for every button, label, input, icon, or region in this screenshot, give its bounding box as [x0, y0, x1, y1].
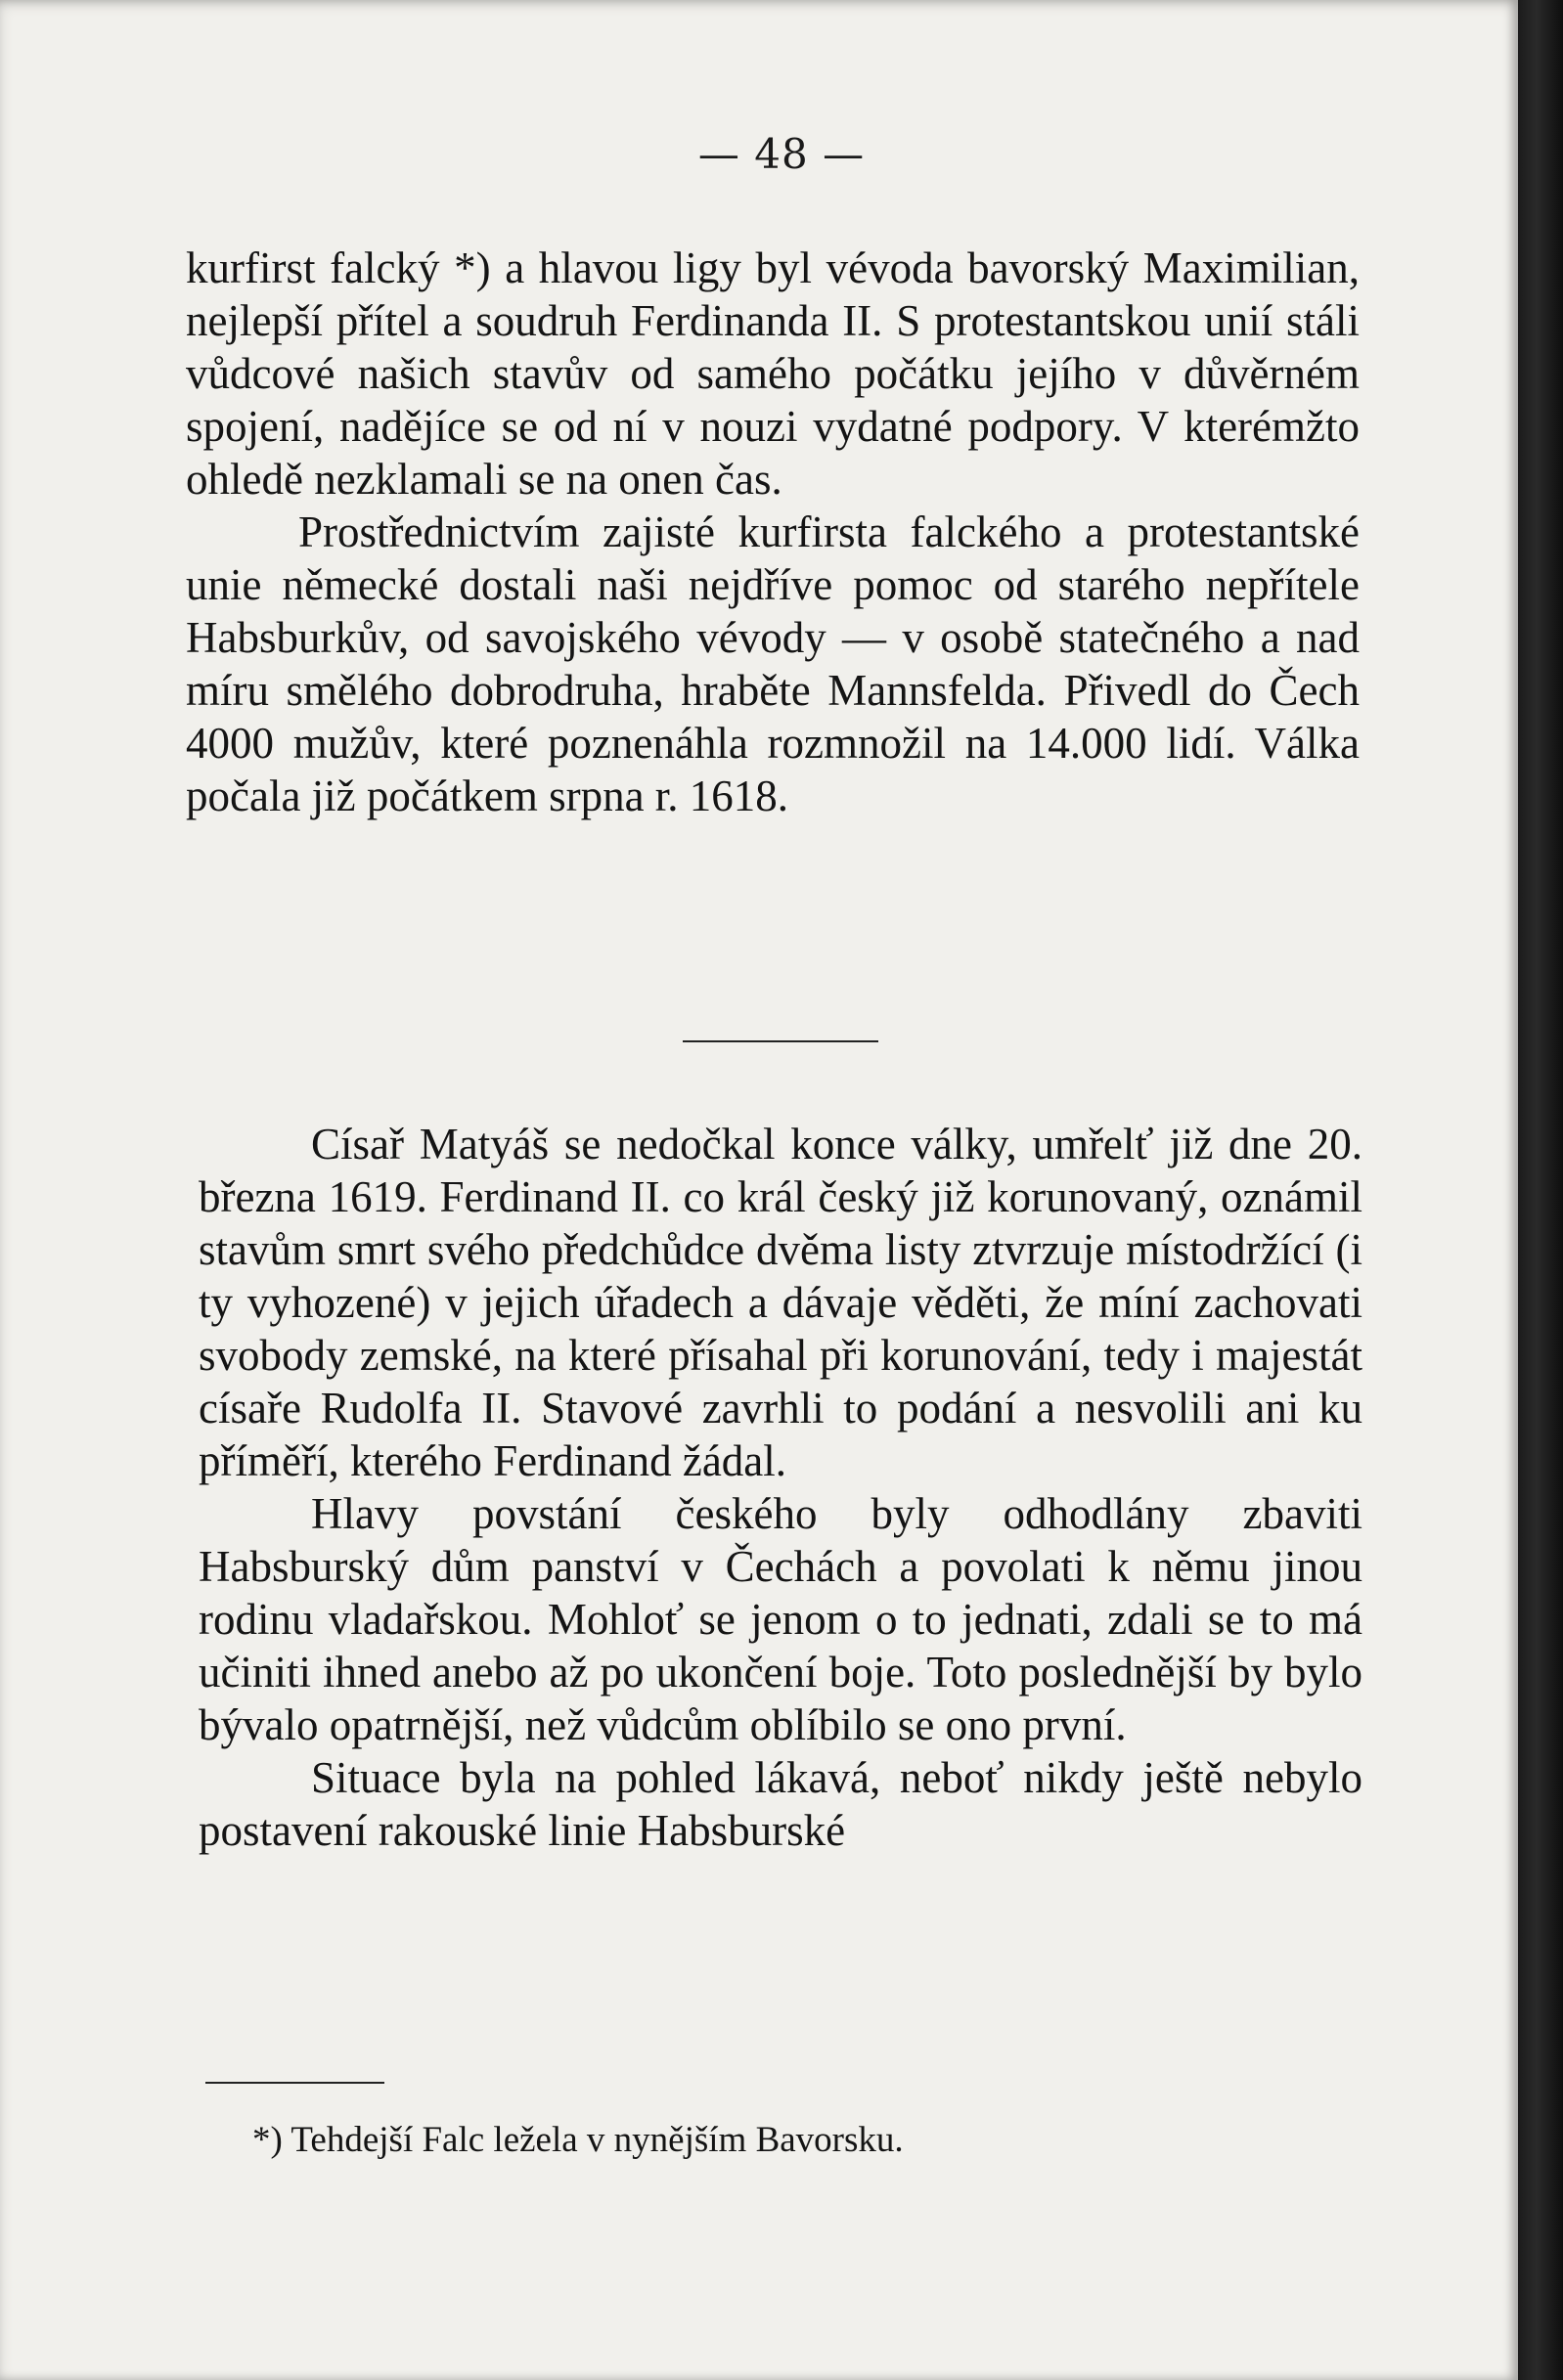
paragraph-1: kurfirst falcký *) a hlavou ligy byl vévoda bavorský Maximilian, nejlepší přítel a soudruh Ferdinanda II. S protestantskou unií stáli vůdcové našich stavův od samého počátku jejího v důvěrném spojení, nadějíce se od ní v nouzi vydatné podpory. V kterémžto ohledě nezklamali se na onen čas. — [186, 243, 1360, 504]
paragraph-2: Prostřednictvím zajisté kurfirsta falckého a protestantské unie německé dostali naši nejdříve pomoc od starého nepřítele Habsburkův, od savojského vévody — v osobě statečného a nad míru smělého dobrodruha, hraběte Mannsfelda. Přivedl do Čech 4000 mužův, které poznenáhla rozmnožil na 14.000 lidí. Válka počala již počátkem srpna r. 1618. — [186, 507, 1360, 820]
book-spine-shadow — [1518, 0, 1563, 2380]
footnote: *) Tehdejší Falc ležela v nynějším Bavorsku. — [252, 2120, 904, 2160]
bottom-text-block — [199, 1118, 1362, 1857]
section-divider — [683, 1040, 878, 1042]
page-number: — 48 — — [697, 130, 866, 178]
paragraph-3: Císař Matyáš se nedočkal konce války, umřelť již dne 20. března 1619. Ferdinand II. co král český již korunovaný, oznámil stavům smrt svého předchůdce dvěma listy ztvrzuje místodržící (i ty vyhozené) v jejich úřadech a dávaje věděti, že míní zachovati svobody zemské, na které přísahal při korunování, tedy i majestát císaře Rudolfa II. Stavové zavrhli to podání a nesvolili ani ku příměří, kterého Ferdinand žádal. — [199, 1120, 1362, 1485]
footnote-divider — [205, 2082, 384, 2084]
paragraph-5: Situace byla na pohled lákavá, neboť nikdy ještě nebylo postavení rakouské linie Habsburské — [199, 1753, 1362, 1855]
top-text-block — [186, 242, 1360, 822]
paragraph-4: Hlavy povstání českého byly odhodlány zbaviti Habsburský dům panství v Čechách a povolati k němu jinou rodinu vladařskou. Mohloť se jenom o to jednati, zdali se to má učiniti ihned anebo až po ukončení boje. Toto poslednější by bylo bývalo opatrnější, než vůdcům oblíbilo se ono první. — [199, 1489, 1362, 1749]
